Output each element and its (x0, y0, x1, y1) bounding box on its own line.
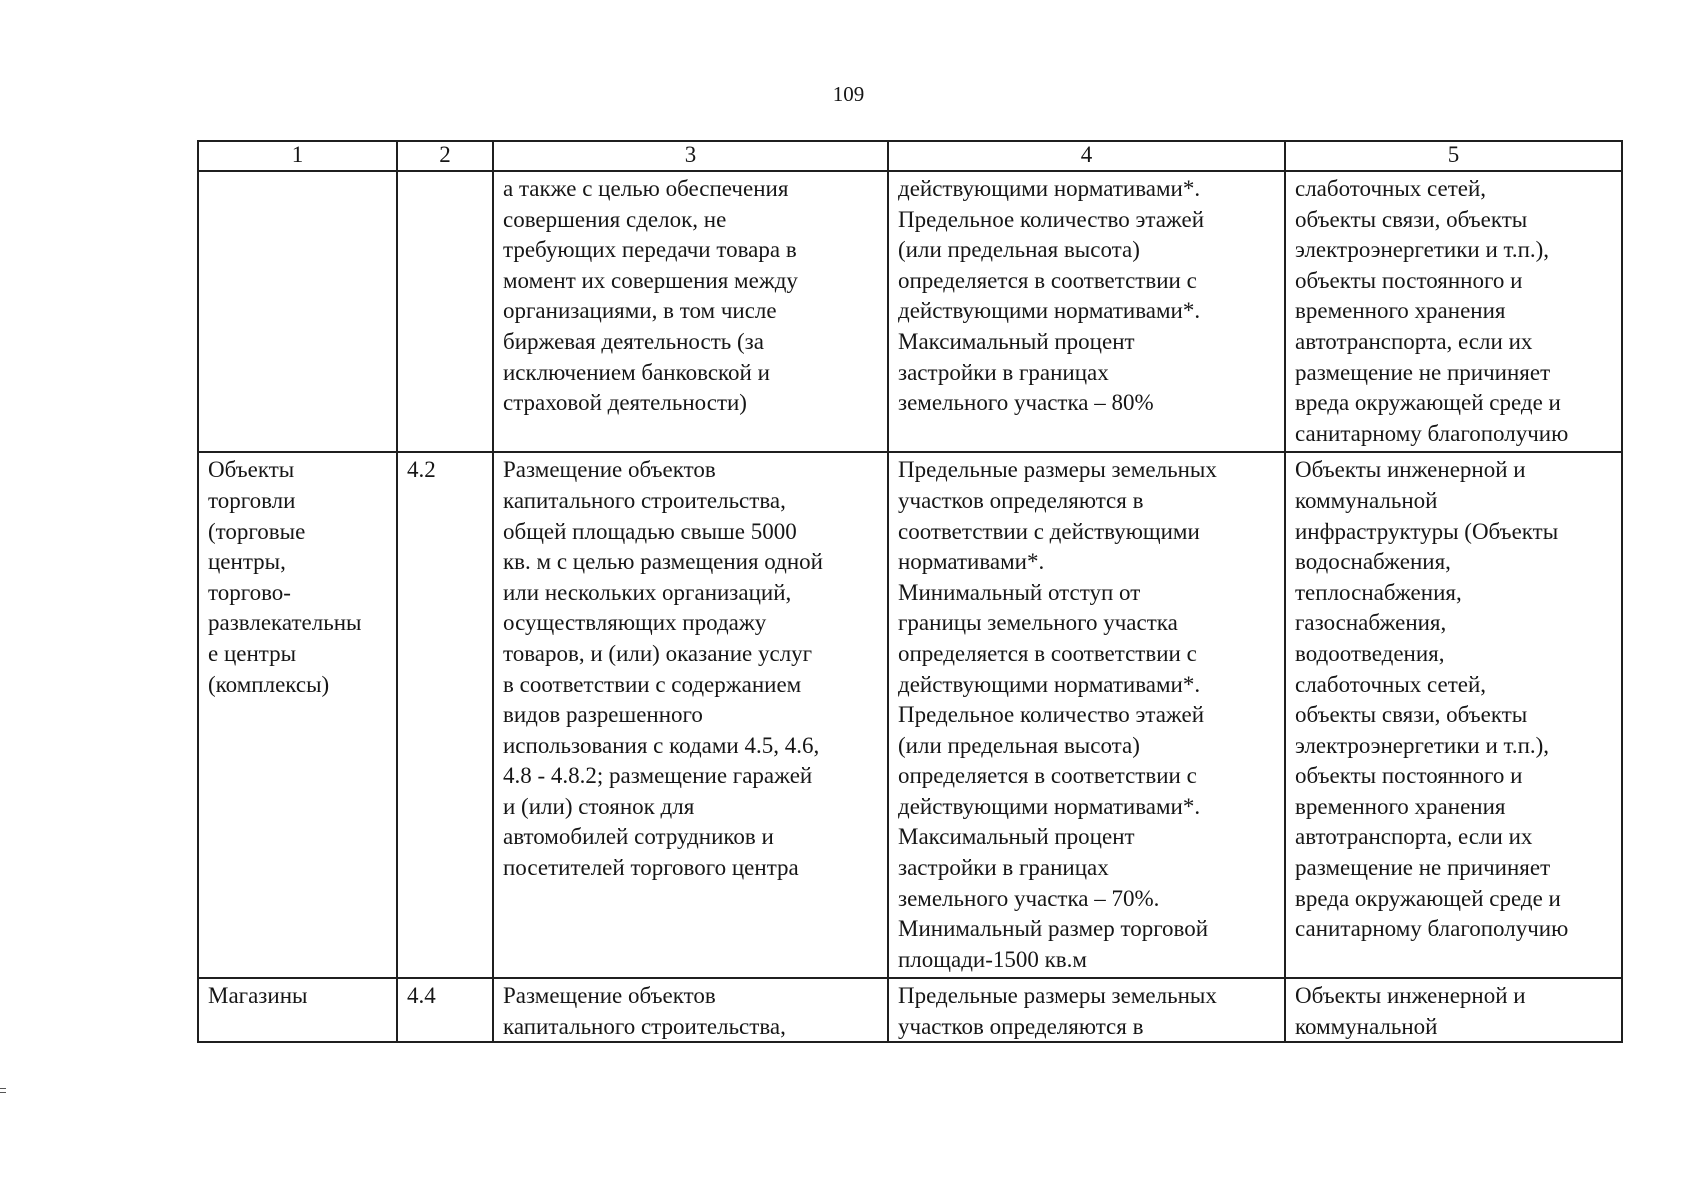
table-row-shops (198, 978, 1622, 1042)
table-header (198, 141, 1622, 171)
table-row-continuation (198, 171, 1622, 452)
cell-auxiliary-uses (1285, 452, 1622, 978)
cell-description (493, 452, 888, 978)
cell-parameters-text: действующими нормативами*. Предельное количество этажей (или предельная высота) определяется в соответствии с действующими нормативами*. Максимальный процент застройки в границах земельного участка – 80% (898, 176, 1205, 416)
cell-description (493, 978, 888, 1042)
header-col-4: 4 (888, 141, 1285, 171)
header-row (198, 141, 1622, 171)
cell-code (397, 452, 493, 978)
cell-auxiliary-uses-text: Объекты инженерной и коммунальной (1295, 983, 1526, 1040)
cell-auxiliary-uses-text: Объекты инженерной и коммунальной инфраструктуры (Объекты водоснабжения, теплоснабжения, газоснабжения, водоотведения, слаботочных сетей, объекты связи, объекты электроэнергетики и т.п.), объекты постоянного и временного хранения автотранспорта, если их размещение не причиняет вреда окружающей среде и санитарному благополучию (1295, 457, 1569, 942)
cell-auxiliary-uses-text: слаботочных сетей, объекты связи, объекты электроэнергетики и т.п.), объекты постоянного и временного хранения автотранспорта, если их размещение не причиняет вреда окружающей среде и санитарному благополучию (1295, 176, 1569, 446)
cell-code-text: 4.4 (407, 983, 436, 1009)
cell-use-type-text: Объекты торговли (торговые центры, торгово- развлекательны е центры (комплексы) (208, 457, 362, 697)
regulations-table (197, 140, 1623, 1043)
cell-auxiliary-uses (1285, 978, 1622, 1042)
table-row-shopping-centers (198, 452, 1622, 978)
cell-description (493, 171, 888, 452)
header-col-5: 5 (1285, 141, 1622, 171)
cell-parameters (888, 171, 1285, 452)
header-col-3: 3 (493, 141, 888, 171)
cell-description-text: Размещение объектов капитального строительства, (503, 983, 786, 1040)
cell-parameters (888, 978, 1285, 1042)
cell-code (397, 171, 493, 452)
cell-code-text: 4.2 (407, 457, 436, 483)
cell-use-type (198, 171, 397, 452)
cell-use-type (198, 452, 397, 978)
cell-description-text: Размещение объектов капитального строительства, общей площадью свыше 5000 кв. м с целью размещения одной или нескольких организаций, осуществляющих продажу товаров, и (или) оказание услуг в соответствии с содержанием видов разрешенного использования с кодами 4.5, 4.6, 4.8 - 4.8.2; размещение гаражей и (или) стоянок для автомобилей сотрудников и посетителей торгового центра (503, 457, 823, 881)
header-col-2: 2 (397, 141, 493, 171)
cell-description-text: а также с целью обеспечения совершения сделок, не требующих передачи товара в момент их совершения между организациями, в том числе биржевая деятельность (за исключением банковской и страховой деятельности) (503, 176, 798, 416)
cell-parameters-text: Предельные размеры земельных участков определяются в (898, 983, 1217, 1040)
header-col-1: 1 (198, 141, 397, 171)
page-number: 109 (832, 82, 865, 106)
cell-parameters-text: Предельные размеры земельных участков определяются в соответствии с действующими нормативами*. Минимальный отступ от границы земельного участка определяется в соответствии с действующими нормативами*. Предельное количество этажей (или предельная высота) определяется в соответствии с действующими нормативами*. Максимальный процент застройки в границах земельного участка – 70%. Минимальный размер торговой площади-1500 кв.м (898, 457, 1217, 972)
cell-auxiliary-uses (1285, 171, 1622, 452)
cell-code (397, 978, 493, 1042)
cell-parameters (888, 452, 1285, 978)
cell-use-type-text: Магазины (208, 983, 308, 1009)
cell-use-type (198, 978, 397, 1042)
scan-edge-mark (0, 1088, 6, 1093)
